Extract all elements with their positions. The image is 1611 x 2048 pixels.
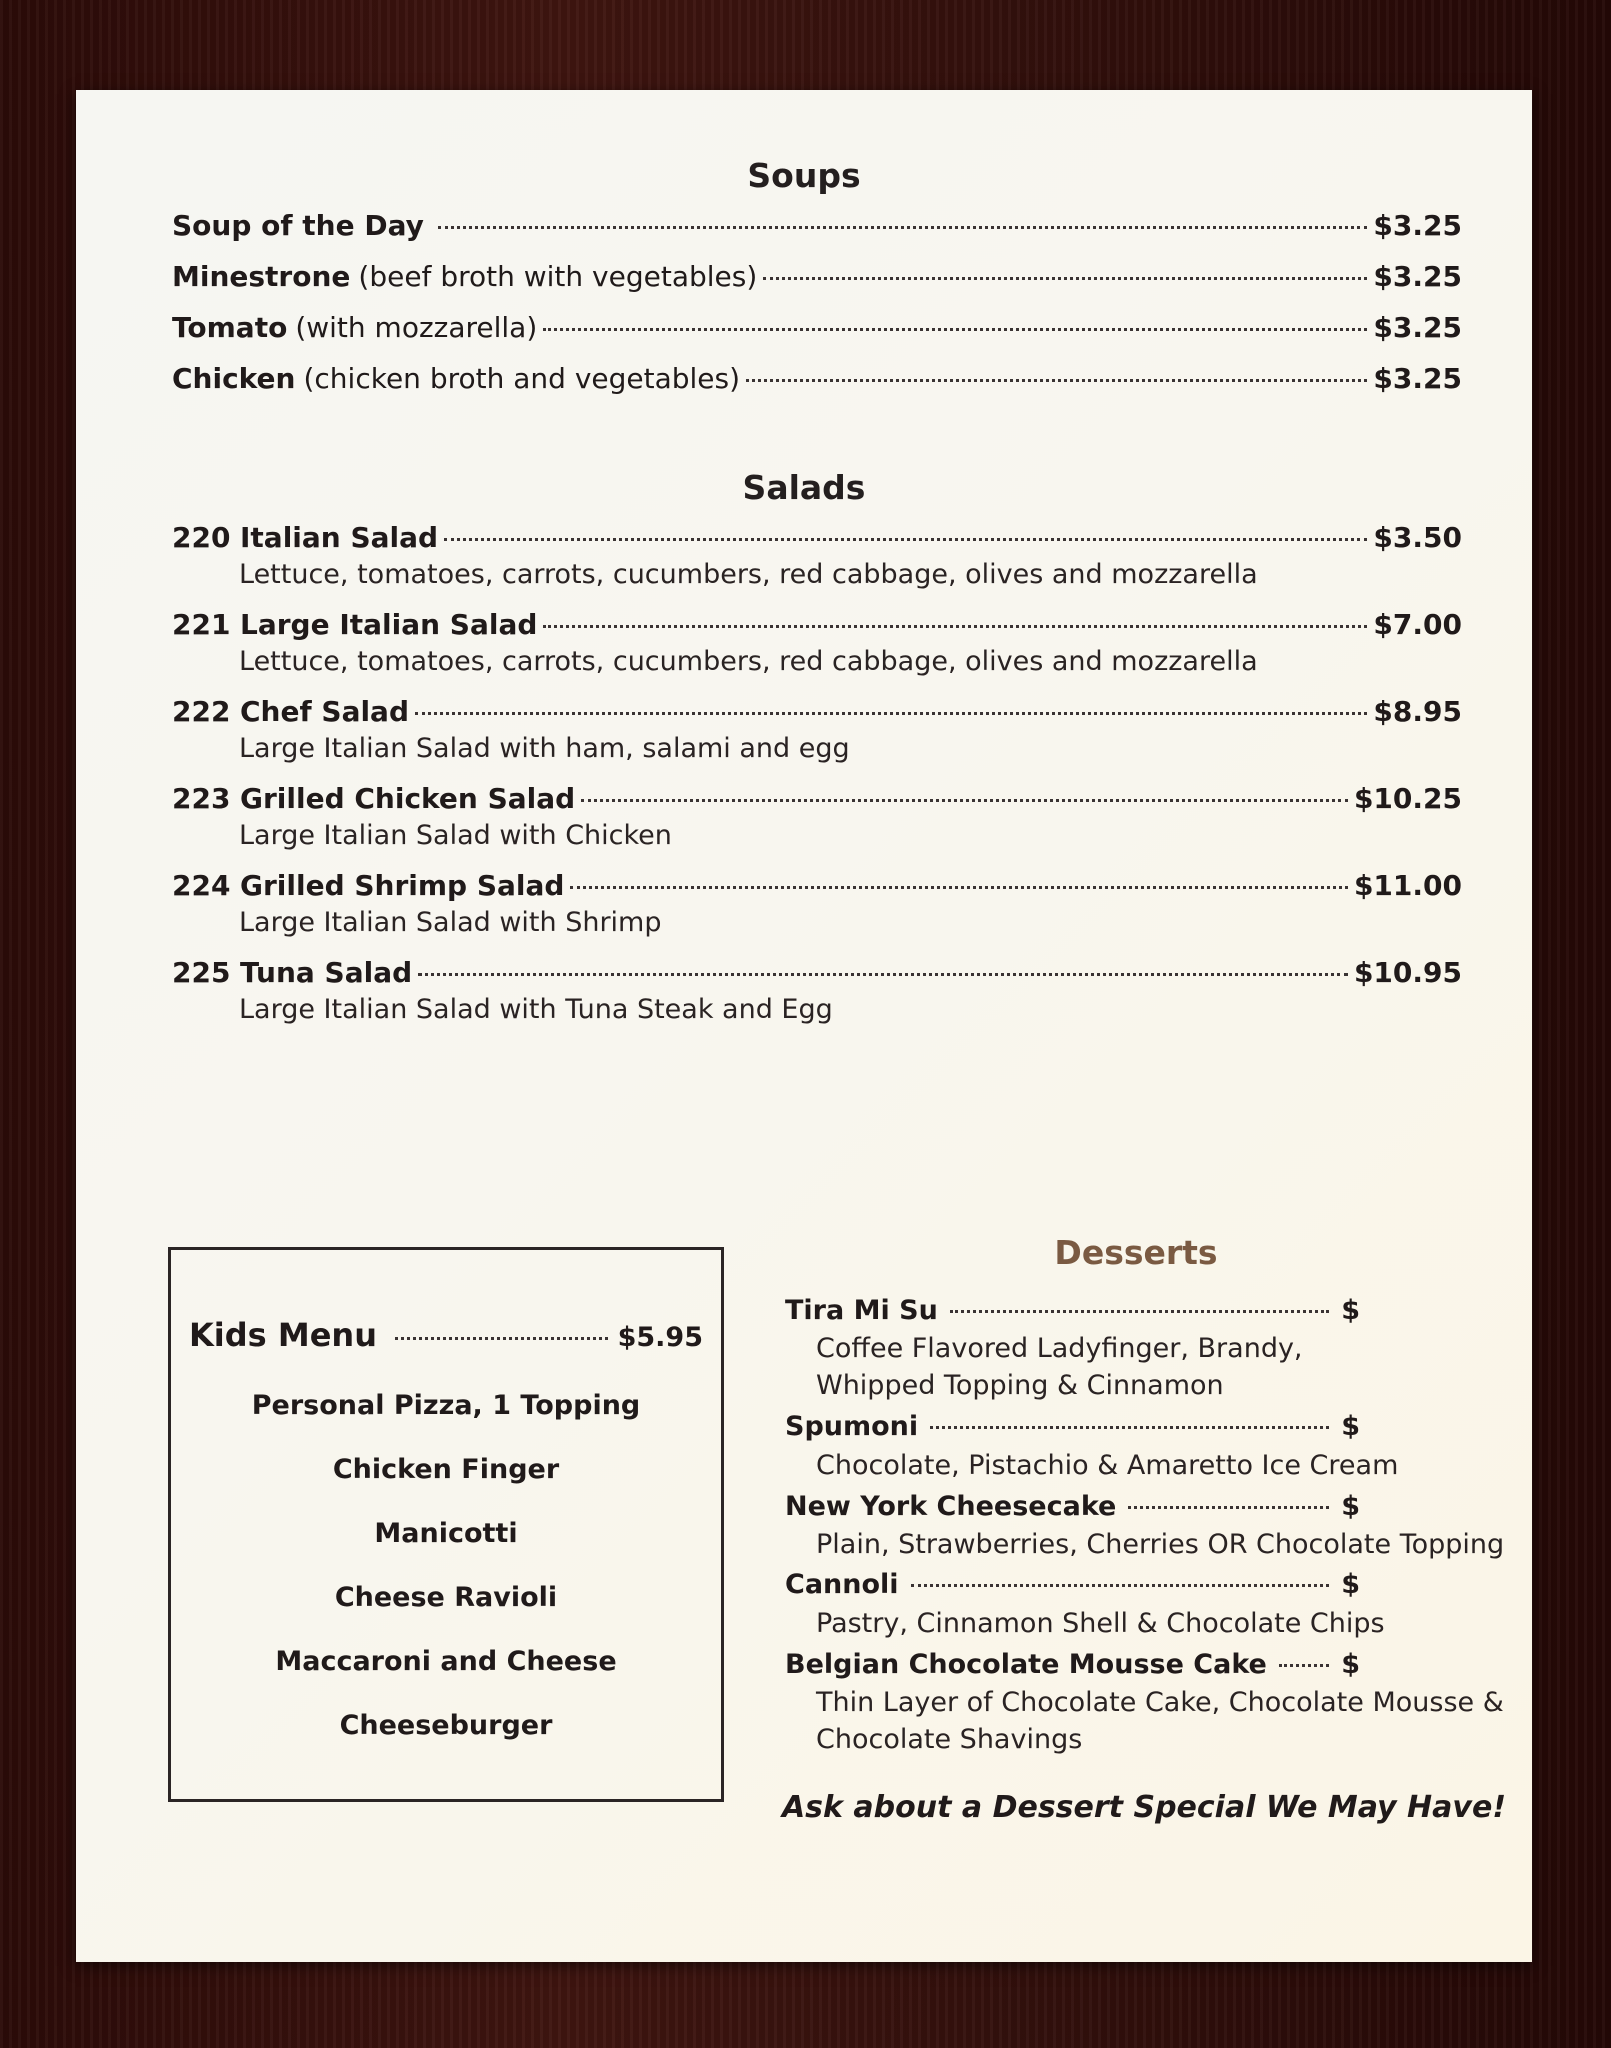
kids-menu-list <box>171 1388 721 1772</box>
soup-item <box>172 310 1462 346</box>
kids-menu-item: Cheeseburger <box>339 1710 553 1741</box>
item-name: Grilled Shrimp Salad <box>240 869 565 902</box>
item-description: Thin Layer of Chocolate Cake, Chocolate Mousse & <box>816 1687 1504 1718</box>
dot-leader <box>1128 1506 1329 1509</box>
soups-heading: Soups <box>747 156 861 195</box>
soup-item <box>172 361 1462 397</box>
dot-leader <box>415 712 1367 715</box>
item-name: Italian Salad <box>240 521 439 554</box>
item-note: (beef broth with vegetables) <box>358 260 758 293</box>
item-price: $ <box>1341 1411 1360 1442</box>
item-price: $ <box>1341 1491 1360 1522</box>
salad-item <box>172 955 1462 991</box>
dessert-special-note: Ask about a Dessert Special We May Have! <box>781 1790 1506 1825</box>
dot-leader <box>395 1337 608 1340</box>
item-price: $3.50 <box>1373 521 1462 554</box>
item-description: Large Italian Salad with Tuna Steak and Egg <box>239 994 833 1025</box>
item-description: Chocolate, Pistachio & Amaretto Ice Cream <box>816 1450 1399 1481</box>
item-description: Plain, Strawberries, Cherries OR Chocolate Topping <box>816 1529 1505 1560</box>
kids-menu-header <box>189 1316 703 1354</box>
item-description: Large Italian Salad with Chicken <box>239 820 672 851</box>
item-name: New York Cheesecake <box>785 1491 1117 1522</box>
item-number: 223 <box>172 782 231 815</box>
item-price: $11.00 <box>1353 869 1462 902</box>
dot-leader <box>444 538 1367 541</box>
soup-item <box>172 208 1462 244</box>
item-description: Whipped Topping & Cinnamon <box>816 1370 1224 1401</box>
item-price: $ <box>1341 1569 1360 1600</box>
item-number: 221 <box>172 608 231 641</box>
item-note: (chicken broth and vegetables) <box>303 362 741 395</box>
item-price: $8.95 <box>1373 695 1462 728</box>
dot-leader <box>543 625 1367 628</box>
dessert-item <box>785 1490 1360 1524</box>
item-description: Lettuce, tomatoes, carrots, cucumbers, red cabbage, olives and mozzarella <box>239 559 1258 590</box>
item-name: Spumoni <box>785 1411 919 1442</box>
item-name: Tira Mi Su <box>785 1295 938 1326</box>
dot-leader <box>418 973 1348 976</box>
dot-leader <box>1279 1664 1329 1667</box>
item-name: Grilled Chicken Salad <box>240 782 576 815</box>
item-name: Tomato <box>172 311 288 344</box>
item-price: $7.00 <box>1373 608 1462 641</box>
item-name: Minestrone <box>172 260 351 293</box>
kids-menu-item: Cheese Ravioli <box>334 1582 558 1613</box>
dessert-item <box>785 1568 1360 1602</box>
dessert-item <box>785 1410 1360 1444</box>
item-number: 225 <box>172 956 231 989</box>
item-description: Pastry, Cinnamon Shell & Chocolate Chips <box>816 1608 1385 1639</box>
kids-menu-item: Personal Pizza, 1 Topping <box>251 1390 641 1421</box>
item-name: Chicken <box>172 362 296 395</box>
item-price: $3.25 <box>1373 311 1462 344</box>
dessert-item <box>785 1294 1360 1328</box>
item-price: $3.25 <box>1373 362 1462 395</box>
dessert-item <box>785 1648 1360 1682</box>
item-description: Coffee Flavored Ladyfinger, Brandy, <box>816 1333 1303 1364</box>
dot-leader <box>570 886 1348 889</box>
item-description: Large Italian Salad with Shrimp <box>239 907 662 938</box>
item-price: $3.25 <box>1373 260 1462 293</box>
item-description: Lettuce, tomatoes, carrots, cucumbers, red cabbage, olives and mozzarella <box>239 646 1258 677</box>
menu-page <box>76 90 1532 1962</box>
dot-leader <box>746 379 1367 382</box>
kids-menu-box <box>168 1247 724 1802</box>
dot-leader <box>543 328 1367 331</box>
salad-item <box>172 868 1462 904</box>
salad-item <box>172 607 1462 643</box>
item-name: Chef Salad <box>240 695 409 728</box>
salad-item <box>172 781 1462 817</box>
item-description: Chocolate Shavings <box>816 1724 1083 1755</box>
item-note: (with mozzarella) <box>295 311 538 344</box>
item-description: Large Italian Salad with ham, salami and egg <box>239 733 850 764</box>
kids-menu-item: Maccaroni and Cheese <box>275 1646 617 1677</box>
dot-leader <box>438 226 1368 229</box>
item-price: $ <box>1341 1649 1360 1680</box>
item-name: Cannoli <box>785 1569 899 1600</box>
soup-item <box>172 259 1462 295</box>
dot-leader <box>763 277 1367 280</box>
item-number: 222 <box>172 695 231 728</box>
item-name: Belgian Chocolate Mousse Cake <box>785 1649 1267 1680</box>
item-price: $ <box>1341 1295 1360 1326</box>
item-name: Large Italian Salad <box>240 608 538 641</box>
item-number: 220 <box>172 521 231 554</box>
salads-heading: Salads <box>742 468 866 507</box>
item-name: Soup of the Day <box>172 209 424 242</box>
salad-item <box>172 520 1462 556</box>
kids-menu-item: Manicotti <box>374 1518 518 1549</box>
dot-leader <box>930 1426 1329 1429</box>
kids-menu-price: $5.95 <box>617 1322 703 1353</box>
item-number: 224 <box>172 869 231 902</box>
dot-leader <box>911 1584 1330 1587</box>
item-price: $10.25 <box>1353 782 1462 815</box>
desserts-heading: Desserts <box>1054 1233 1218 1272</box>
item-price: $3.25 <box>1373 209 1462 242</box>
kids-menu-title: Kids Menu <box>189 1316 377 1354</box>
dot-leader <box>950 1310 1329 1313</box>
item-price: $10.95 <box>1353 956 1462 989</box>
dot-leader <box>581 799 1348 802</box>
salad-item <box>172 694 1462 730</box>
item-name: Tuna Salad <box>240 956 413 989</box>
kids-menu-item: Chicken Finger <box>332 1454 560 1485</box>
